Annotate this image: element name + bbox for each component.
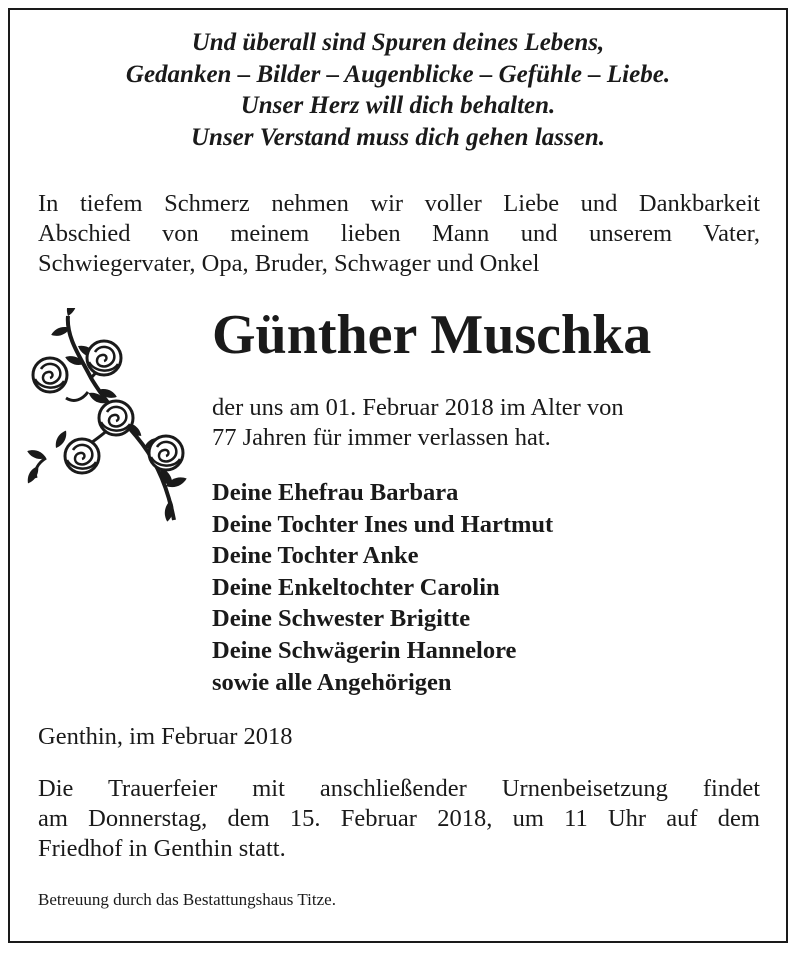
mourner-item: Deine Enkeltochter Carolin [212, 573, 500, 601]
rose-branch-icon [26, 308, 206, 533]
verse-line: Gedanken – Bilder – Augenblicke – Gefühle – Liebe. [125, 60, 671, 88]
ceremony-line: am Donnerstag, dem 15. Februar 2018, um 11 Uhr auf dem [38, 805, 760, 832]
memorial-verse [0, 27, 796, 153]
mourner-item: Deine Schwägerin Hannelore [212, 636, 517, 664]
ceremony-paragraph [38, 774, 760, 864]
intro-line: Schwiegervater, Opa, Bruder, Schwager und Onkel [38, 250, 540, 277]
mourners-list [212, 477, 553, 698]
place-date: Genthin, im Februar 2018 [38, 723, 293, 750]
mourner-item: Deine Tochter Anke [212, 542, 419, 570]
intro-line: In tiefem Schmerz nehmen wir voller Liebe und Dankbarkeit [38, 190, 760, 217]
ceremony-line: Die Trauerfeier mit anschließender Urnenbeisetzung findet [38, 775, 760, 802]
mourner-item: Deine Schwester Brigitte [212, 605, 471, 633]
passing-line: der uns am 01. Februar 2018 im Alter von [212, 394, 624, 421]
ceremony-line: Friedhof in Genthin statt. [38, 835, 286, 862]
intro-paragraph [38, 189, 760, 279]
passing-notice [212, 393, 624, 453]
passing-line: 77 Jahren für immer verlassen hat. [212, 424, 551, 451]
deceased-name: Günther Muschka [212, 304, 652, 366]
mourner-item: Deine Ehefrau Barbara [212, 479, 459, 506]
funeral-home-note: Betreuung durch das Bestattungshaus Titze. [38, 890, 336, 909]
verse-line: Unser Verstand muss dich gehen lassen. [191, 123, 605, 151]
verse-line: Unser Herz will dich behalten. [240, 92, 556, 119]
intro-line: Abschied von meinem lieben Mann und unserem Vater, [38, 220, 760, 247]
mourner-item: sowie alle Angehörigen [212, 668, 452, 696]
verse-line: Und überall sind Spuren deines Lebens, [191, 29, 605, 56]
mourner-item: Deine Tochter Ines und Hartmut [212, 510, 554, 538]
